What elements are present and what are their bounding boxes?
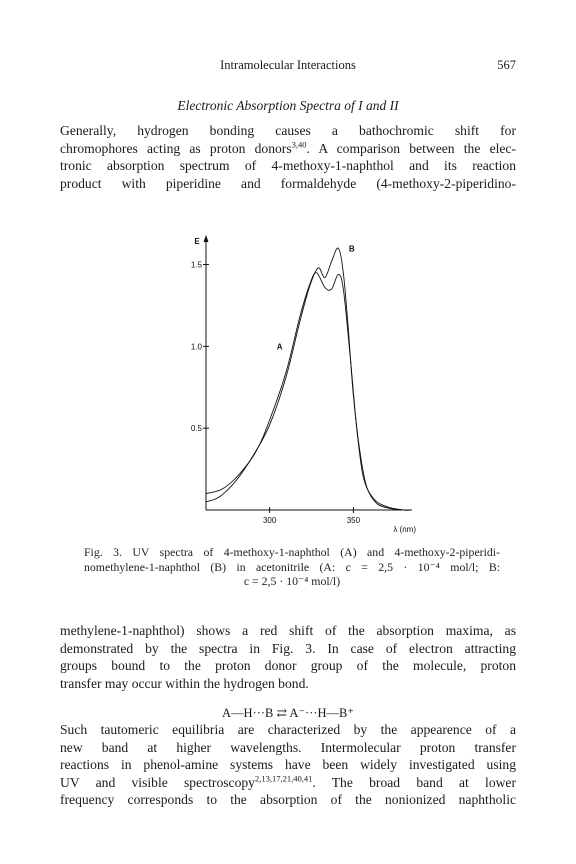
- y-axis-label: E: [194, 237, 200, 246]
- text-line: [60, 140, 516, 158]
- paragraph-intro: [60, 122, 516, 192]
- caption-line: nomethylene-1-naphthol (B) in acetonitrile (A: c = 2,5 · 10⁻⁴ mol/l; B:: [84, 559, 500, 574]
- citation-ref: 2,13,17,21,40,41: [254, 773, 313, 784]
- text-line: new band at higher wavelengths. Intermolecular proton transfer: [60, 739, 516, 755]
- series-line-a: [206, 273, 412, 511]
- text-line: Such tautomeric equilibria are characterized by the appearence of a: [60, 722, 516, 737]
- tautomer-equation: A—H···B ⇄ A⁻···H—B⁺: [222, 706, 354, 720]
- figure-uv-spectra: [180, 226, 420, 534]
- text-line: tronic absorption spectrum of 4-methoxy-1-naphthol and its reaction: [60, 158, 516, 174]
- figure-caption: [84, 545, 500, 589]
- text-line: Generally, hydrogen bonding causes a bathochromic shift for: [60, 123, 516, 138]
- y-tick-label: 1.0: [190, 342, 202, 352]
- series-label-a: A: [276, 342, 283, 352]
- text-line: [60, 774, 516, 792]
- paragraph-tautomeric: [60, 721, 516, 809]
- citation-ref: 3,40: [291, 139, 307, 150]
- caption-line: c = 2,5 · 10⁻⁴ mol/l): [243, 574, 341, 588]
- text-line: product with piperidine and formaldehyde (4-methoxy-2-piperidino-: [60, 175, 516, 191]
- text-line: methylene-1-naphthol) shows a red shift of the absorption maxima, as: [60, 623, 516, 638]
- text-fragment: UV and visible spectroscopy: [60, 774, 255, 790]
- y-tick-label: 0.5: [190, 424, 202, 434]
- series-line-b: [206, 248, 412, 510]
- x-axis-label: λ (nm): [393, 525, 416, 534]
- x-tick-label: 300: [262, 516, 277, 525]
- text-fragment: . The broad band at lower: [312, 774, 516, 790]
- text-line: reactions in phenol-amine systems have been widely investigated using: [60, 757, 516, 773]
- running-header: [60, 58, 516, 76]
- running-title: Intramolecular Interactions: [220, 58, 356, 72]
- text-fragment: chromophores acting as proton donors: [60, 140, 292, 156]
- y-tick-label: 1.5: [190, 260, 202, 270]
- page-number: 567: [497, 58, 516, 72]
- y-axis-arrow: [204, 235, 209, 242]
- uv-spectra-chart: [180, 226, 420, 534]
- caption-line: Fig. 3. UV spectra of 4-methoxy-1-naphthol (A) and 4-methoxy-2-piperidi-: [84, 545, 500, 559]
- section-title: Electronic Absorption Spectra of I and II: [177, 98, 399, 113]
- series-label-b: B: [348, 244, 355, 254]
- text-line: groups bound to the proton donor group of the molecule, proton: [60, 658, 516, 674]
- text-line: transfer may occur within the hydrogen bond.: [60, 675, 309, 691]
- text-line: frequency corresponds to the absorption of the nonionized naphtholic: [60, 792, 516, 808]
- paragraph-red-shift: [60, 622, 516, 692]
- x-tick-label: 350: [346, 516, 361, 525]
- text-line: demonstrated by the spectra in Fig. 3. In case of electron attracting: [60, 640, 516, 656]
- text-fragment: . A comparison between the elec-: [306, 140, 516, 156]
